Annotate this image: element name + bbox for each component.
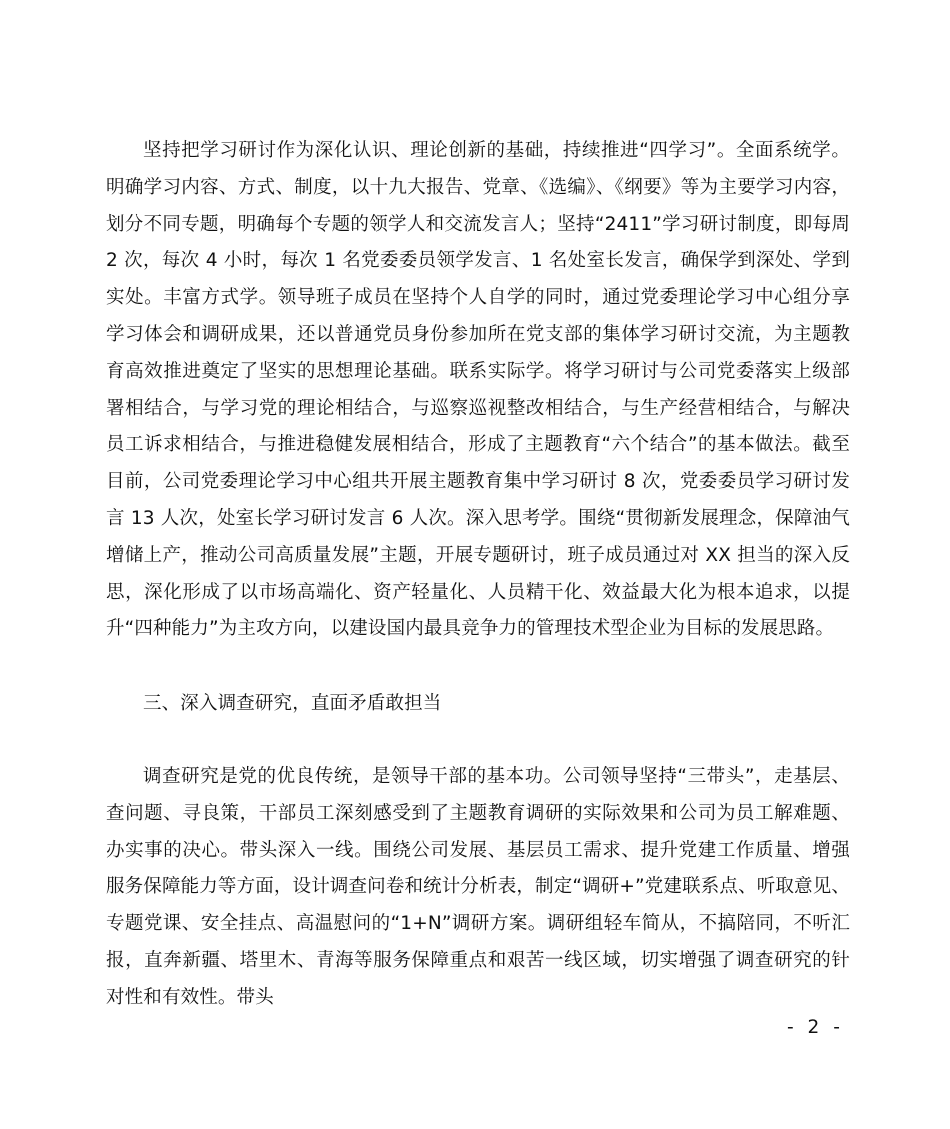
section-heading: 三、深入调查研究，直面矛盾敢担当 — [143, 693, 442, 714]
body-paragraph: 坚持把学习研讨作为深化认识、理论创新的基础，持续推进“四学习”。全面系统学。明确学习内容、方式、制度，以十九大报告、党章、《选编》、《纲要》等为主要学习内容，划分不同专题，明确每个专题的领学人和交流发言人；坚持“2411”学习研讨制度，即每周 2 次，每次 4 小时，每次 1 名党委委员领学发言、1 名处室长发言，确保学到深处、学到实处。丰富方式学。领导班子成员在坚持个人自学的同时，通过党委理论学习中心组分享学习体会和调研成果，还以普通党员身份参加所在党支部的集体学习研讨交流，为主题教育高效推进奠定了坚实的思想理论基础。联系实际学。将学习研讨与公司党委落实上级部署相结合，与学习党的理论相结合，与巡察巡视整改相结合，与生产经营相结合，与解决员工诉求相结合，与推进稳健发展相结合，形成了主题教育“六个结合”的基本做法。截至目前，公司党委理论学习中心组共开展主题教育集中学习研讨 8 次，党委委员学习研讨发言 13 人次，处室长学习研讨发言 6 人次。深入思考学。围绕“贯彻新发展理念，保障油气增储上产，推动公司高质量发展”主题，开展专题研讨，班子成员通过对 XX 担当的深入反思，深化形成了以市场高端化、资产轻量化、人员精干化、效益最大化为根本追求，以提升“四种能力”为主攻方向，以建设国内最具竞争力的管理技术型企业为目标的发展思路。 — [106, 140, 850, 640]
body-paragraph: 调查研究是党的优良传统，是领导干部的基本功。公司领导坚持“三带头”，走基层、查问题、寻良策，干部员工深刻感受到了主题教育调研的实际效果和公司为员工解难题、办实事的决心。带头深入一线。围绕公司发展、基层员工需求、提升党建工作质量、增强服务保障能力等方面，设计调查问卷和统计分析表，制定“调研+”党建联系点、听取意见、专题党课、安全挂点、高温慰问的“1+N”调研方案。调研组轻车简从，不搞陪同，不听汇报，直奔新疆、塔里木、青海等服务保障重点和艰苦一线区域，切实增强了调查研究的针对性和有效性。带头 — [106, 766, 850, 1008]
page-number: - 2 - — [787, 1017, 844, 1038]
